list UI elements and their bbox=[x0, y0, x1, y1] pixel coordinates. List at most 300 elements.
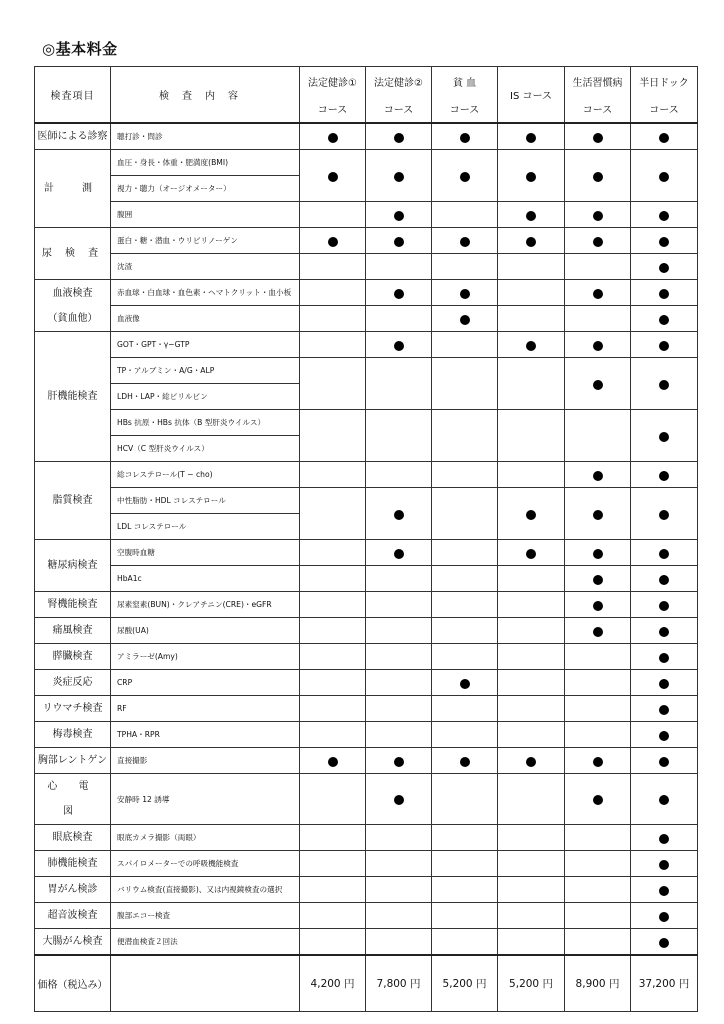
included-dot-icon bbox=[526, 211, 536, 221]
included-dot-icon bbox=[593, 211, 603, 221]
category-label: 血液検査 bbox=[52, 287, 93, 299]
included-dot-icon bbox=[526, 510, 536, 520]
table-row bbox=[35, 670, 698, 696]
mark-cell bbox=[498, 929, 565, 956]
mark-cell bbox=[300, 618, 366, 644]
mark-cell bbox=[366, 540, 432, 566]
included-dot-icon bbox=[659, 549, 669, 559]
included-dot-icon bbox=[460, 289, 470, 299]
category-cell bbox=[35, 774, 111, 825]
mark-cell bbox=[498, 123, 565, 150]
included-dot-icon bbox=[659, 432, 669, 442]
included-dot-icon bbox=[526, 549, 536, 559]
mark-cell bbox=[300, 540, 366, 566]
category-label: 脂質検査 bbox=[52, 495, 93, 506]
category-cell bbox=[35, 825, 111, 851]
mark-cell bbox=[366, 254, 432, 280]
mark-cell bbox=[300, 488, 366, 540]
mark-cell bbox=[631, 358, 698, 410]
table-body bbox=[35, 123, 698, 955]
mark-cell bbox=[432, 228, 498, 254]
mark-cell bbox=[300, 929, 366, 956]
header-category: 検査項目 bbox=[35, 67, 111, 124]
table-row bbox=[35, 488, 698, 514]
item-cell: 尿素窒素(BUN)・クレアチニン(CRE)・eGFR bbox=[111, 592, 300, 618]
included-dot-icon bbox=[460, 172, 470, 182]
price-row bbox=[35, 955, 698, 1012]
category-label: 胸部レントゲン bbox=[37, 755, 108, 766]
category-cell bbox=[35, 696, 111, 722]
mark-cell bbox=[366, 332, 432, 358]
category-cell bbox=[35, 462, 111, 540]
included-dot-icon bbox=[659, 341, 669, 351]
category-cell bbox=[35, 540, 111, 592]
mark-cell bbox=[432, 592, 498, 618]
mark-cell bbox=[366, 774, 432, 825]
mark-cell bbox=[565, 410, 631, 462]
item-cell: CRP bbox=[111, 670, 300, 696]
table-row bbox=[35, 644, 698, 670]
mark-cell bbox=[300, 228, 366, 254]
mark-cell bbox=[631, 644, 698, 670]
category-label: 痛風検査 bbox=[52, 625, 93, 636]
price-value: 37,200 円 bbox=[631, 955, 698, 1012]
mark-cell bbox=[631, 592, 698, 618]
item-cell: GOT・GPT・γ−GTP bbox=[111, 332, 300, 358]
included-dot-icon bbox=[328, 172, 338, 182]
included-dot-icon bbox=[593, 172, 603, 182]
mark-cell bbox=[300, 462, 366, 488]
item-cell: 血圧・身長・体重・肥満度(BMI) bbox=[111, 150, 300, 176]
mark-cell bbox=[498, 851, 565, 877]
included-dot-icon bbox=[593, 471, 603, 481]
mark-cell bbox=[432, 280, 498, 306]
price-value: 4,200 円 bbox=[300, 955, 366, 1012]
mark-cell bbox=[498, 488, 565, 540]
mark-cell bbox=[498, 358, 565, 410]
mark-cell bbox=[565, 254, 631, 280]
included-dot-icon bbox=[394, 510, 404, 520]
mark-cell bbox=[432, 644, 498, 670]
mark-cell bbox=[498, 774, 565, 825]
included-dot-icon bbox=[526, 237, 536, 247]
included-dot-icon bbox=[593, 757, 603, 767]
page-title: ◎基本料金 bbox=[42, 40, 118, 58]
table-row bbox=[35, 202, 698, 228]
item-cell: 腹囲 bbox=[111, 202, 300, 228]
category-label: 胃がん検診 bbox=[47, 884, 98, 895]
included-dot-icon bbox=[593, 601, 603, 611]
mark-cell bbox=[432, 825, 498, 851]
mark-cell bbox=[366, 903, 432, 929]
category-cell bbox=[35, 228, 111, 280]
mark-cell bbox=[432, 332, 498, 358]
mark-cell bbox=[498, 748, 565, 774]
item-cell: 眼底カメラ撮影（両眼） bbox=[111, 825, 300, 851]
item-cell: 聴打診・問診 bbox=[111, 123, 300, 150]
mark-cell bbox=[300, 774, 366, 825]
mark-cell bbox=[300, 254, 366, 280]
included-dot-icon bbox=[460, 679, 470, 689]
included-dot-icon bbox=[460, 757, 470, 767]
mark-cell bbox=[300, 123, 366, 150]
included-dot-icon bbox=[394, 757, 404, 767]
mark-cell bbox=[565, 825, 631, 851]
item-cell: 赤血球・白血球・血色素・ヘマトクリット・血小板 bbox=[111, 280, 300, 306]
included-dot-icon bbox=[593, 380, 603, 390]
item-cell: バリウム検査(直接撮影)、又は内視鏡検査の選択 bbox=[111, 877, 300, 903]
mark-cell bbox=[300, 903, 366, 929]
item-cell: アミラーゼ(Amy) bbox=[111, 644, 300, 670]
table-row bbox=[35, 592, 698, 618]
mark-cell bbox=[300, 877, 366, 903]
price-value: 8,900 円 bbox=[565, 955, 631, 1012]
included-dot-icon bbox=[659, 834, 669, 844]
mark-cell bbox=[631, 929, 698, 956]
category-cell bbox=[35, 903, 111, 929]
item-cell: 空腹時血糖 bbox=[111, 540, 300, 566]
included-dot-icon bbox=[394, 549, 404, 559]
mark-cell bbox=[565, 929, 631, 956]
included-dot-icon bbox=[526, 172, 536, 182]
item-cell: 沈渣 bbox=[111, 254, 300, 280]
mark-cell bbox=[300, 592, 366, 618]
included-dot-icon bbox=[394, 133, 404, 143]
price-spacer bbox=[111, 955, 300, 1012]
mark-cell bbox=[432, 748, 498, 774]
mark-cell bbox=[366, 306, 432, 332]
header-course: 法定健診② コース bbox=[366, 67, 432, 124]
mark-cell bbox=[498, 462, 565, 488]
mark-cell bbox=[498, 592, 565, 618]
included-dot-icon bbox=[659, 757, 669, 767]
mark-cell bbox=[631, 903, 698, 929]
table-row bbox=[35, 462, 698, 488]
mark-cell bbox=[565, 722, 631, 748]
category-cell bbox=[35, 748, 111, 774]
mark-cell bbox=[631, 462, 698, 488]
mark-cell bbox=[498, 722, 565, 748]
included-dot-icon bbox=[659, 886, 669, 896]
item-cell: 安静時 12 誘導 bbox=[111, 774, 300, 825]
category-cell bbox=[35, 929, 111, 956]
mark-cell bbox=[432, 618, 498, 644]
mark-cell bbox=[432, 306, 498, 332]
mark-cell bbox=[631, 774, 698, 825]
mark-cell bbox=[565, 670, 631, 696]
included-dot-icon bbox=[659, 705, 669, 715]
mark-cell bbox=[565, 332, 631, 358]
mark-cell bbox=[300, 280, 366, 306]
mark-cell bbox=[432, 410, 498, 462]
included-dot-icon bbox=[460, 315, 470, 325]
category-cell bbox=[35, 592, 111, 618]
mark-cell bbox=[498, 540, 565, 566]
mark-cell bbox=[432, 722, 498, 748]
mark-cell bbox=[366, 358, 432, 410]
category-cell bbox=[35, 722, 111, 748]
mark-cell bbox=[300, 306, 366, 332]
item-cell: LDH・LAP・総ビリルビン bbox=[111, 384, 300, 410]
mark-cell bbox=[631, 332, 698, 358]
mark-cell bbox=[300, 696, 366, 722]
table-row bbox=[35, 280, 698, 306]
included-dot-icon bbox=[659, 912, 669, 922]
table-row bbox=[35, 123, 698, 150]
mark-cell bbox=[498, 254, 565, 280]
mark-cell bbox=[300, 670, 366, 696]
mark-cell bbox=[565, 540, 631, 566]
mark-cell bbox=[432, 851, 498, 877]
mark-cell bbox=[498, 280, 565, 306]
included-dot-icon bbox=[659, 471, 669, 481]
included-dot-icon bbox=[659, 172, 669, 182]
mark-cell bbox=[565, 150, 631, 202]
mark-cell bbox=[366, 644, 432, 670]
category-cell bbox=[35, 150, 111, 228]
mark-cell bbox=[565, 358, 631, 410]
mark-cell bbox=[498, 877, 565, 903]
mark-cell bbox=[366, 123, 432, 150]
included-dot-icon bbox=[659, 289, 669, 299]
mark-cell bbox=[565, 877, 631, 903]
included-dot-icon bbox=[659, 510, 669, 520]
header-item: 検査内容 bbox=[111, 67, 300, 124]
mark-cell bbox=[631, 306, 698, 332]
included-dot-icon bbox=[659, 380, 669, 390]
mark-cell bbox=[300, 825, 366, 851]
category-label: 尿 検 査 bbox=[41, 248, 104, 259]
category-label: 糖尿病検査 bbox=[47, 560, 98, 571]
included-dot-icon bbox=[394, 172, 404, 182]
mark-cell bbox=[498, 696, 565, 722]
mark-cell bbox=[631, 123, 698, 150]
mark-cell bbox=[366, 748, 432, 774]
table-row bbox=[35, 254, 698, 280]
item-cell: 蛋白・糖・潜血・ウリビリノーゲン bbox=[111, 228, 300, 254]
mark-cell bbox=[432, 774, 498, 825]
category-label: 肝機能検査 bbox=[47, 391, 98, 402]
mark-cell bbox=[631, 877, 698, 903]
item-cell: TP・アルブミン・A/G・ALP bbox=[111, 358, 300, 384]
mark-cell bbox=[366, 929, 432, 956]
table-row bbox=[35, 748, 698, 774]
price-label: 価格（税込み） bbox=[35, 955, 111, 1012]
included-dot-icon bbox=[659, 795, 669, 805]
table-row bbox=[35, 929, 698, 956]
mark-cell bbox=[565, 644, 631, 670]
mark-cell bbox=[366, 825, 432, 851]
mark-cell bbox=[498, 566, 565, 592]
mark-cell bbox=[432, 566, 498, 592]
mark-cell bbox=[432, 540, 498, 566]
item-cell: 便潜血検査２回法 bbox=[111, 929, 300, 956]
mark-cell bbox=[631, 488, 698, 540]
category-cell bbox=[35, 280, 111, 332]
category-cell bbox=[35, 877, 111, 903]
included-dot-icon bbox=[593, 289, 603, 299]
price-table bbox=[34, 66, 698, 1012]
included-dot-icon bbox=[394, 211, 404, 221]
category-cell bbox=[35, 123, 111, 150]
mark-cell bbox=[300, 851, 366, 877]
mark-cell bbox=[366, 410, 432, 462]
included-dot-icon bbox=[394, 289, 404, 299]
category-cell bbox=[35, 618, 111, 644]
included-dot-icon bbox=[593, 575, 603, 585]
category-label: 梅毒検査 bbox=[52, 729, 93, 740]
mark-cell bbox=[498, 150, 565, 202]
header-course: 貧 血 コース bbox=[432, 67, 498, 124]
item-cell: 血液像 bbox=[111, 306, 300, 332]
mark-cell bbox=[498, 202, 565, 228]
mark-cell bbox=[300, 202, 366, 228]
included-dot-icon bbox=[659, 575, 669, 585]
mark-cell bbox=[498, 903, 565, 929]
included-dot-icon bbox=[328, 237, 338, 247]
included-dot-icon bbox=[659, 860, 669, 870]
included-dot-icon bbox=[659, 731, 669, 741]
category-label: 心 電 図 bbox=[47, 781, 98, 817]
mark-cell bbox=[498, 332, 565, 358]
mark-cell bbox=[498, 644, 565, 670]
mark-cell bbox=[631, 722, 698, 748]
item-cell: 尿酸(UA) bbox=[111, 618, 300, 644]
category-label: 肺機能検査 bbox=[47, 858, 98, 869]
mark-cell bbox=[432, 462, 498, 488]
included-dot-icon bbox=[659, 627, 669, 637]
mark-cell bbox=[432, 358, 498, 410]
price-value: 5,200 円 bbox=[498, 955, 565, 1012]
included-dot-icon bbox=[328, 757, 338, 767]
mark-cell bbox=[565, 566, 631, 592]
table-row bbox=[35, 903, 698, 929]
mark-cell bbox=[432, 202, 498, 228]
table-row bbox=[35, 774, 698, 825]
category-cell bbox=[35, 332, 111, 462]
mark-cell bbox=[366, 228, 432, 254]
mark-cell bbox=[366, 851, 432, 877]
mark-cell bbox=[565, 202, 631, 228]
mark-cell bbox=[432, 123, 498, 150]
mark-cell bbox=[432, 488, 498, 540]
mark-cell bbox=[300, 566, 366, 592]
included-dot-icon bbox=[526, 133, 536, 143]
included-dot-icon bbox=[593, 549, 603, 559]
mark-cell bbox=[631, 748, 698, 774]
mark-cell bbox=[300, 410, 366, 462]
table-row bbox=[35, 722, 698, 748]
mark-cell bbox=[366, 722, 432, 748]
category-label: （貧血他） bbox=[47, 312, 98, 324]
mark-cell bbox=[300, 748, 366, 774]
included-dot-icon bbox=[460, 133, 470, 143]
table-row bbox=[35, 358, 698, 384]
included-dot-icon bbox=[593, 627, 603, 637]
included-dot-icon bbox=[659, 237, 669, 247]
header-course: 生活習慣病 コース bbox=[565, 67, 631, 124]
item-cell: 直接撮影 bbox=[111, 748, 300, 774]
mark-cell bbox=[300, 358, 366, 410]
mark-cell bbox=[565, 462, 631, 488]
included-dot-icon bbox=[659, 211, 669, 221]
category-label: 大腸がん検査 bbox=[42, 936, 103, 947]
mark-cell bbox=[565, 592, 631, 618]
mark-cell bbox=[631, 696, 698, 722]
category-label: 医師による診察 bbox=[37, 131, 108, 142]
included-dot-icon bbox=[593, 237, 603, 247]
table-row bbox=[35, 306, 698, 332]
mark-cell bbox=[631, 618, 698, 644]
included-dot-icon bbox=[659, 601, 669, 611]
mark-cell bbox=[366, 150, 432, 202]
included-dot-icon bbox=[659, 679, 669, 689]
item-cell: TPHA・RPR bbox=[111, 722, 300, 748]
category-cell bbox=[35, 851, 111, 877]
mark-cell bbox=[432, 254, 498, 280]
mark-cell bbox=[366, 462, 432, 488]
mark-cell bbox=[565, 123, 631, 150]
mark-cell bbox=[366, 877, 432, 903]
category-label: 膵臓検査 bbox=[52, 651, 93, 662]
item-cell: LDL コレステロール bbox=[111, 514, 300, 540]
table-row bbox=[35, 877, 698, 903]
category-label: リウマチ検査 bbox=[42, 703, 103, 714]
table-row bbox=[35, 150, 698, 176]
mark-cell bbox=[300, 644, 366, 670]
mark-cell bbox=[432, 929, 498, 956]
mark-cell bbox=[631, 670, 698, 696]
mark-cell bbox=[366, 280, 432, 306]
mark-cell bbox=[366, 592, 432, 618]
mark-cell bbox=[565, 228, 631, 254]
mark-cell bbox=[300, 722, 366, 748]
header-course: 半日ドック コース bbox=[631, 67, 698, 124]
table-row bbox=[35, 696, 698, 722]
mark-cell bbox=[631, 150, 698, 202]
mark-cell bbox=[631, 228, 698, 254]
mark-cell bbox=[631, 280, 698, 306]
table-row bbox=[35, 618, 698, 644]
included-dot-icon bbox=[526, 341, 536, 351]
mark-cell bbox=[366, 488, 432, 540]
mark-cell bbox=[432, 150, 498, 202]
mark-cell bbox=[565, 774, 631, 825]
header-row bbox=[35, 67, 698, 124]
mark-cell bbox=[498, 410, 565, 462]
mark-cell bbox=[498, 670, 565, 696]
mark-cell bbox=[565, 618, 631, 644]
mark-cell bbox=[366, 618, 432, 644]
category-label: 炎症反応 bbox=[52, 677, 93, 688]
mark-cell bbox=[366, 696, 432, 722]
included-dot-icon bbox=[593, 510, 603, 520]
included-dot-icon bbox=[394, 341, 404, 351]
included-dot-icon bbox=[460, 237, 470, 247]
mark-cell bbox=[498, 228, 565, 254]
table-row bbox=[35, 566, 698, 592]
included-dot-icon bbox=[659, 653, 669, 663]
mark-cell bbox=[565, 851, 631, 877]
mark-cell bbox=[565, 903, 631, 929]
table-row bbox=[35, 332, 698, 358]
mark-cell bbox=[498, 306, 565, 332]
included-dot-icon bbox=[593, 341, 603, 351]
mark-cell bbox=[432, 903, 498, 929]
mark-cell bbox=[300, 150, 366, 202]
mark-cell bbox=[631, 410, 698, 462]
header-course: IS コース bbox=[498, 67, 565, 124]
